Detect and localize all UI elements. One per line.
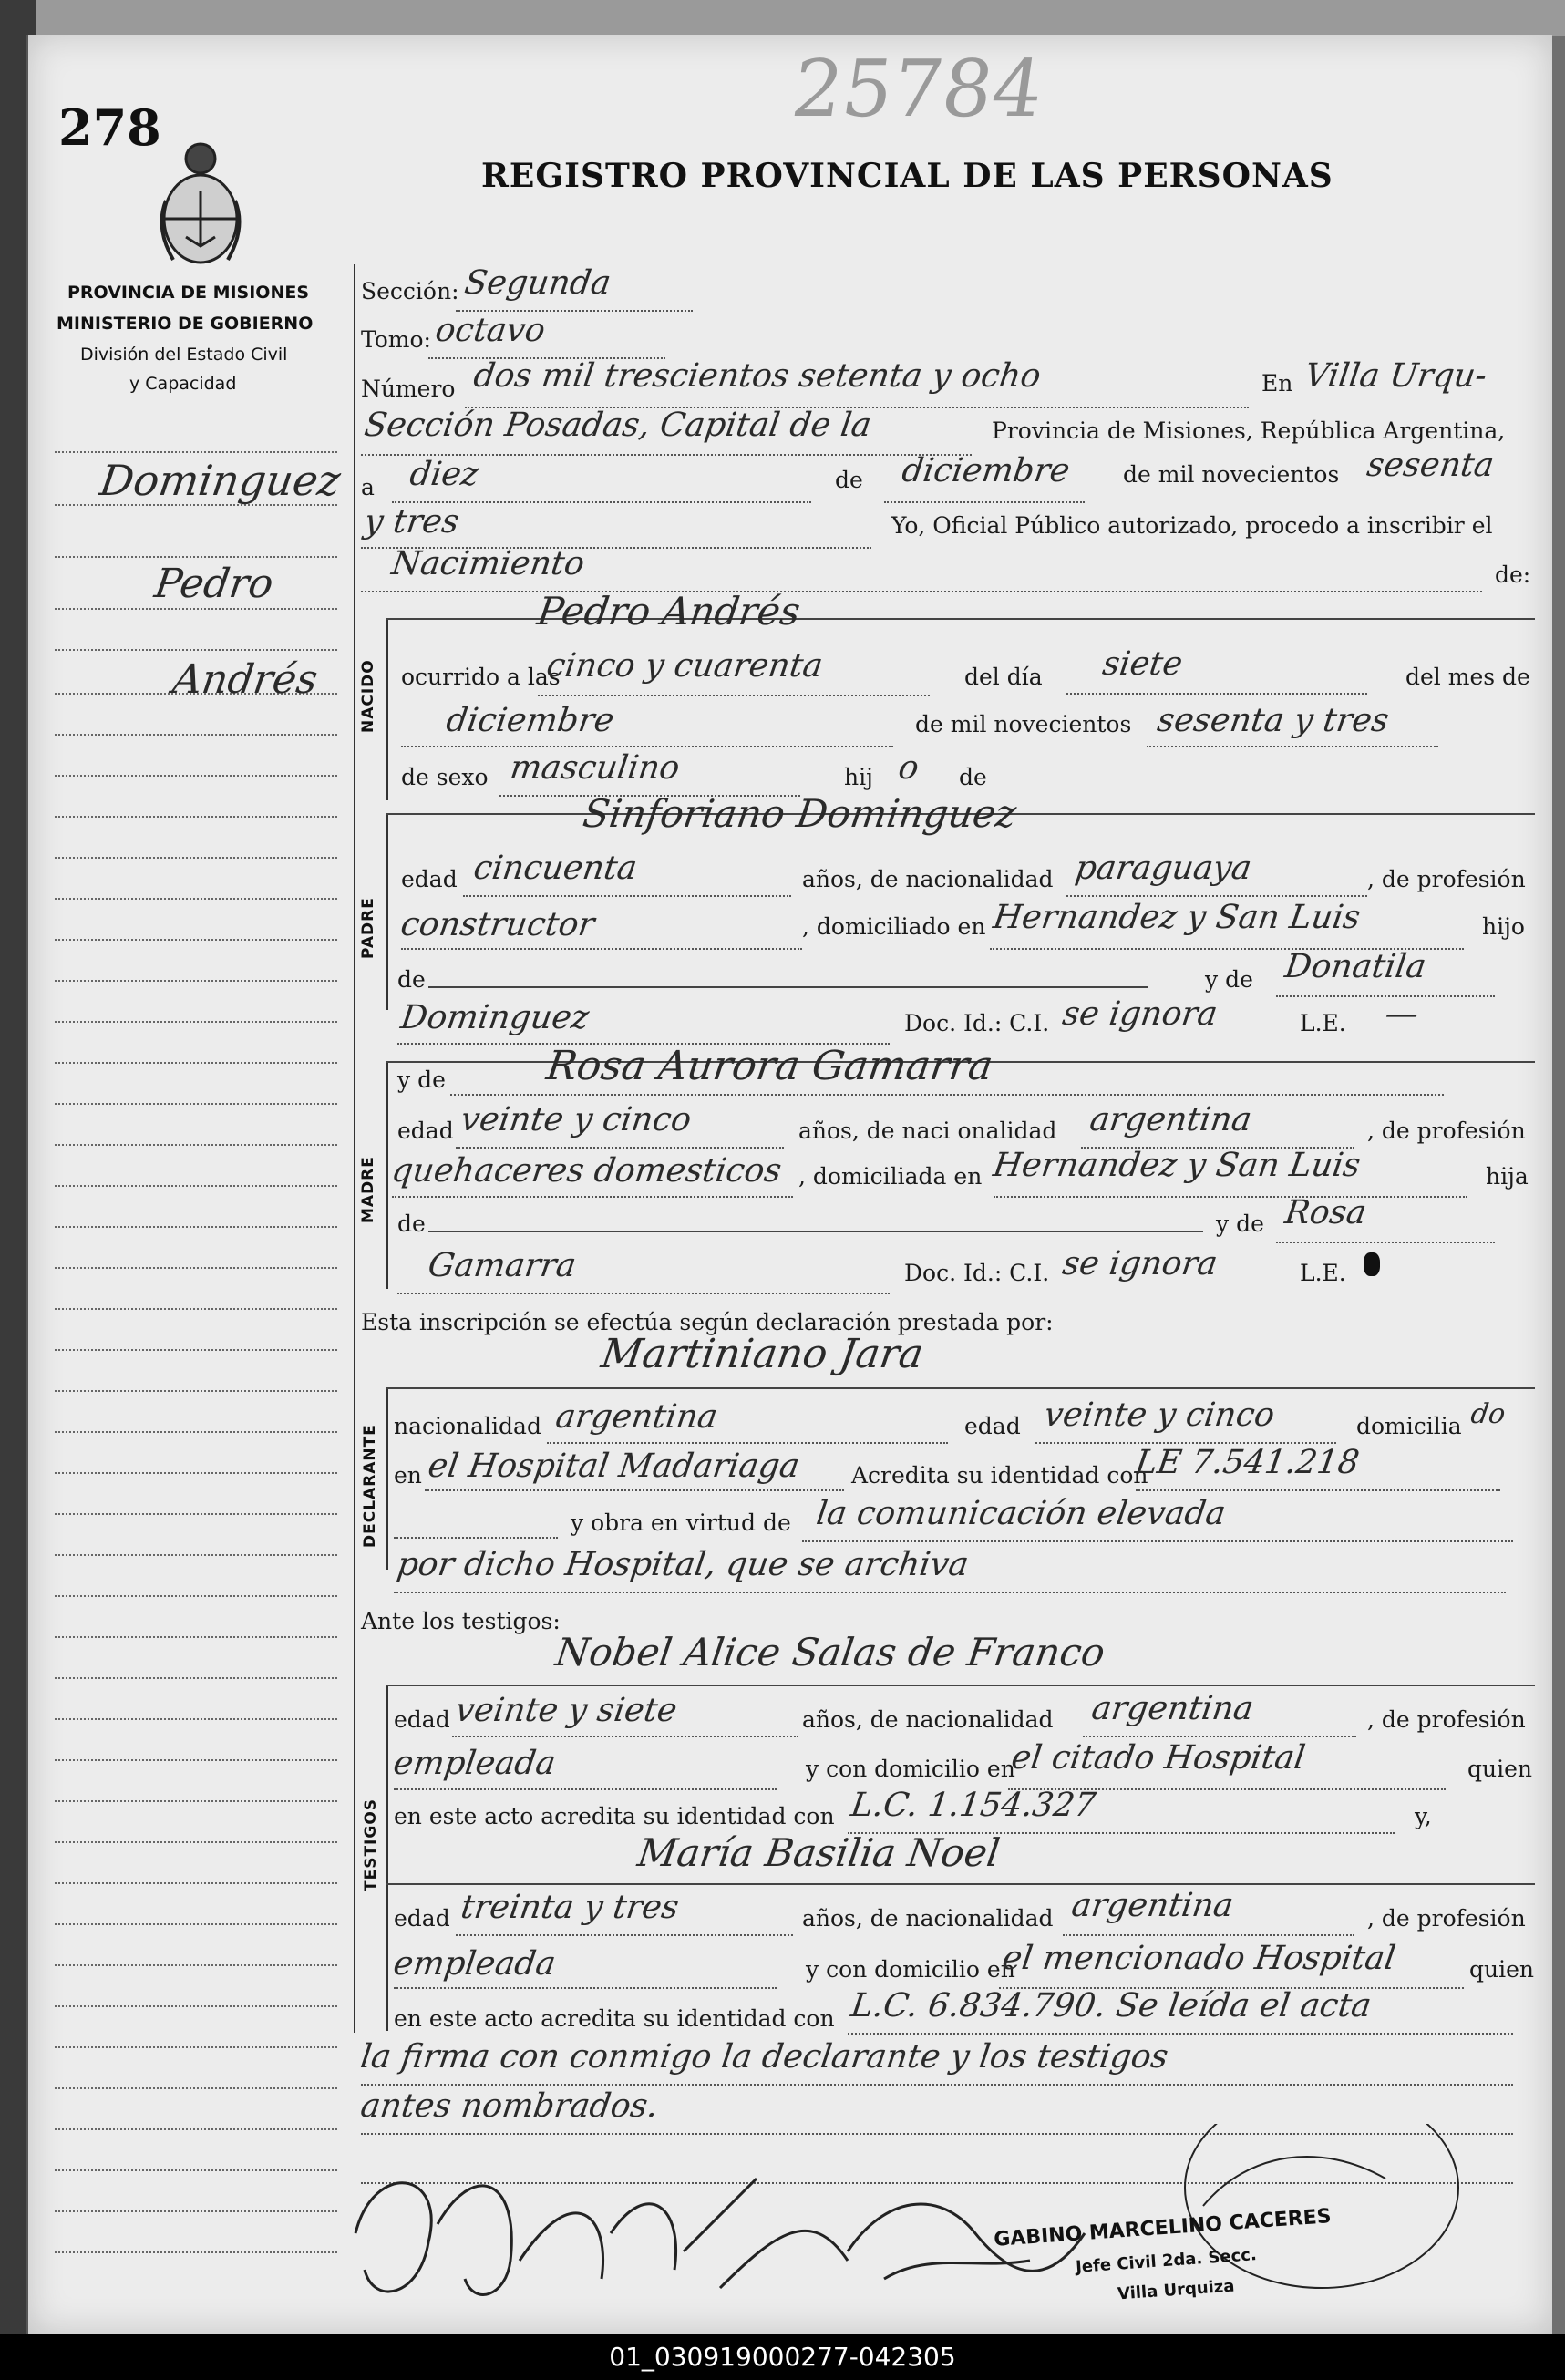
signature-1 — [355, 2183, 511, 2295]
margin-first-name: Pedro — [151, 561, 276, 607]
de-mil-label: de mil novecientos — [1123, 461, 1340, 488]
decl-id-value: LE 7.541.218 — [1133, 1444, 1362, 1481]
section-label-nacido: NACIDO — [359, 659, 377, 733]
madre-edad-label: edad — [397, 1118, 454, 1144]
t2-id-value: L.C. 6.834.790. Se leída el acta — [849, 1987, 1375, 2025]
padre-dom-value: Hernandez y San Luis — [991, 899, 1364, 936]
t2-profesion-label: , de profesión — [1367, 1905, 1526, 1932]
t1-acredita-label: en este acto acredita su identidad con — [394, 1803, 835, 1829]
t2-quien-label: quien — [1469, 1956, 1534, 1983]
scan-identifier: 01_030919000277-042305 — [0, 2334, 1565, 2380]
en-value: Villa Urqu- — [1302, 357, 1489, 395]
office-ministry: MINISTERIO DE GOBIERNO — [57, 314, 314, 334]
nacido-nombre: Pedro Andrés — [534, 589, 804, 634]
hijo-label: hijo — [1482, 913, 1525, 940]
padre-madre-value: Donatila — [1282, 948, 1429, 985]
acto-value: Nacimiento — [389, 545, 587, 582]
madre-edad-value: veinte y cinco — [458, 1101, 694, 1138]
t1-profesion-label: , de profesión — [1367, 1706, 1526, 1733]
cierre-line-1: la firma con conmigo la declarante y los testigos — [358, 2038, 1171, 2076]
decl-dom-value: el Hospital Madariaga — [426, 1448, 802, 1485]
t1-nac-label: años, de nacionalidad — [802, 1706, 1054, 1733]
signature-2 — [520, 2179, 848, 2288]
t2-edad-value: treinta y tres — [458, 1889, 682, 1926]
page-number: 278 — [58, 98, 161, 157]
mes-value: diciembre — [900, 452, 1073, 489]
padre-le-label: L.E. — [1300, 1010, 1346, 1036]
padre-docid-label: Doc. Id.: C.I. — [904, 1010, 1050, 1036]
office-capacity: y Capacidad — [129, 374, 237, 394]
signatures-area — [337, 2124, 1540, 2334]
margin-surname: Dominguez — [97, 456, 344, 505]
cierre-line-2: antes nombrados. — [358, 2087, 661, 2125]
a-label: a — [361, 474, 375, 500]
tomo-label: Tomo: — [361, 326, 431, 353]
del-mes-label: del mes de — [1405, 664, 1530, 690]
scan-top-edge — [26, 0, 1565, 36]
sexo-label: de sexo — [401, 764, 489, 790]
madre-y-de-label: y de — [397, 1066, 446, 1093]
anio-value-a: sesenta — [1364, 447, 1497, 484]
inscripcion-statement: Esta inscripción se efectúa según declaración prestada por: — [361, 1309, 1054, 1335]
section-label-declarante: DECLARANTE — [361, 1424, 379, 1548]
decl-acredita-label: Acredita su identidad con — [851, 1462, 1148, 1489]
dia-value: diez — [407, 456, 481, 493]
padre-profesion-label: , de profesión — [1367, 866, 1526, 892]
testigos-bracket — [386, 1685, 388, 2031]
padre-y-de-label: y de — [1205, 966, 1253, 993]
t2-dom-value: el mencionado Hospital — [1000, 1940, 1398, 1977]
hij-value: o — [896, 749, 921, 787]
t2-domicilio-label: y con domicilio en — [806, 1956, 1015, 1983]
margin-second-name: Andrés — [170, 656, 321, 703]
office-province: PROVINCIA DE MISIONES — [67, 283, 310, 303]
office-division: División del Estado Civil — [80, 345, 288, 365]
hija-label: hija — [1486, 1163, 1529, 1190]
testigo2-nombre: María Basilia Noel — [634, 1830, 1003, 1875]
record-number-stamp: 25784 — [786, 44, 1049, 135]
provincia-label: Provincia de Misiones, República Argentina, — [992, 417, 1506, 444]
madre-nac-value: argentina — [1087, 1101, 1254, 1138]
seal-official-name: GABINO MARCELINO CACERES — [993, 2205, 1333, 2251]
de-label: de — [835, 467, 863, 493]
decl-nac-value: argentina — [553, 1398, 720, 1436]
declarante-nombre: Martiniano Jara — [598, 1331, 927, 1377]
padre-bracket — [386, 813, 388, 1010]
madre-bracket — [386, 1061, 388, 1289]
t1-domicilio-label: y con domicilio en — [806, 1756, 1015, 1782]
seccion-value: Segunda — [462, 264, 613, 302]
tomo-value: octavo — [433, 312, 548, 349]
anio-nac-value: sesenta y tres — [1155, 702, 1392, 739]
numero-value: dos mil trescientos setenta y ocho — [471, 357, 1044, 395]
t1-prof-value: empleada — [391, 1745, 559, 1782]
mes-nac-value: diciembre — [444, 702, 617, 739]
madre-madre-value: Rosa — [1282, 1194, 1369, 1231]
hij-label: hij — [844, 764, 873, 790]
ocurrido-label: ocurrido a las — [401, 664, 561, 690]
numero-label: Número — [361, 376, 456, 402]
padre-edad-value: cincuenta — [471, 850, 640, 887]
testigos-intro: Ante los testigos: — [361, 1608, 561, 1634]
madre-profesion-label: , de profesión — [1367, 1118, 1526, 1144]
t1-y-label: y, — [1415, 1803, 1432, 1829]
t1-quien-label: quien — [1467, 1756, 1532, 1782]
madre-prof-value: quehaceres domesticos — [389, 1152, 784, 1190]
t1-id-value: L.C. 1.154.327 — [849, 1787, 1098, 1824]
decl-obra-value-1: la comunicación elevada — [814, 1495, 1229, 1532]
madre-madre-ap-value: Gamarra — [426, 1247, 579, 1284]
padre-prof-value: constructor — [398, 906, 597, 943]
padre-le-value: — — [1383, 995, 1421, 1033]
de-colon-label: de: — [1495, 562, 1531, 588]
decl-dom-suffix: do — [1468, 1398, 1508, 1430]
madre-dom-value: Hernandez y San Luis — [991, 1147, 1364, 1184]
padre-edad-label: edad — [401, 866, 458, 892]
decl-nac-label: nacionalidad — [394, 1413, 541, 1439]
decl-en-label: en — [394, 1462, 422, 1489]
t1-dom-value: el citado Hospital — [1009, 1739, 1308, 1777]
padre-de-label: de — [397, 966, 426, 993]
t1-nac-value: argentina — [1089, 1690, 1256, 1727]
decl-edad-value: veinte y cinco — [1042, 1396, 1277, 1434]
madre-ci-value: se ignora — [1060, 1245, 1220, 1283]
dia-nac-value: siete — [1100, 645, 1185, 683]
anio-value-b: y tres — [362, 503, 462, 541]
testigo1-nombre: Nobel Alice Salas de Franco — [552, 1630, 1108, 1674]
t1-edad-label: edad — [394, 1706, 450, 1733]
column-divider — [354, 264, 355, 2033]
decl-edad-label: edad — [964, 1413, 1021, 1439]
t2-edad-label: edad — [394, 1905, 450, 1932]
coat-of-arms-emblem — [146, 137, 255, 273]
seccion-label: Sección: — [361, 278, 459, 304]
de-mil2-label: de mil novecientos — [915, 711, 1132, 737]
madre-nac-label: años, de naci onalidad — [798, 1118, 1057, 1144]
ink-mark — [1364, 1252, 1380, 1276]
padre-nombre: Sinforiano Dominguez — [580, 791, 1019, 836]
decl-obra-label: y obra en virtud de — [571, 1509, 791, 1536]
decl-domicilia-label: domicilia — [1356, 1413, 1462, 1439]
padre-ci-value: se ignora — [1060, 995, 1220, 1033]
lugar-value: Sección Posadas, Capital de la — [362, 407, 874, 444]
en-label: En — [1261, 370, 1293, 397]
t2-nac-value: argentina — [1069, 1887, 1236, 1924]
padre-madre-ap-value: Dominguez — [398, 999, 592, 1036]
de2-label: de — [959, 764, 987, 790]
oficial-statement: Yo, Oficial Público autorizado, procedo a inscribir el — [891, 512, 1493, 539]
seal-official-title: Jefe Civil 2da. Secc. — [1075, 2245, 1258, 2277]
section-label-madre: MADRE — [359, 1156, 377, 1223]
declarante-bracket — [386, 1387, 388, 1570]
madre-domicilio-label: , domiciliada en — [798, 1163, 983, 1190]
hora-value: cinco y cuarenta — [544, 647, 826, 685]
madre-docid-label: Doc. Id.: C.I. — [904, 1260, 1050, 1286]
section-label-testigos: TESTIGOS — [362, 1798, 380, 1891]
seal-official-place: Villa Urquiza — [1117, 2276, 1236, 2304]
t2-nac-label: años, de nacionalidad — [802, 1905, 1054, 1932]
padre-domicilio-label: , domiciliado en — [802, 913, 986, 940]
section-label-padre: PADRE — [359, 897, 377, 959]
sexo-value: masculino — [508, 749, 683, 787]
madre-nombre: Rosa Aurora Gamarra — [543, 1043, 996, 1089]
madre-y-de-label2: y de — [1216, 1211, 1264, 1237]
nacido-bracket — [386, 618, 388, 800]
madre-de-label: de — [397, 1211, 426, 1237]
decl-obra-value-2: por dicho Hospital, que se archiva — [395, 1546, 972, 1583]
padre-nac-label: años, de nacionalidad — [802, 866, 1054, 892]
del-dia-label: del día — [964, 664, 1043, 690]
madre-le-label: L.E. — [1300, 1260, 1346, 1286]
t2-prof-value: empleada — [391, 1945, 559, 1983]
t1-edad-value: veinte y siete — [453, 1692, 680, 1729]
page-title: REGISTRO PROVINCIAL DE LAS PERSONAS — [481, 157, 1333, 195]
t2-acredita-label: en este acto acredita su identidad con — [394, 2005, 835, 2032]
padre-nac-value: paraguaya — [1073, 850, 1254, 887]
